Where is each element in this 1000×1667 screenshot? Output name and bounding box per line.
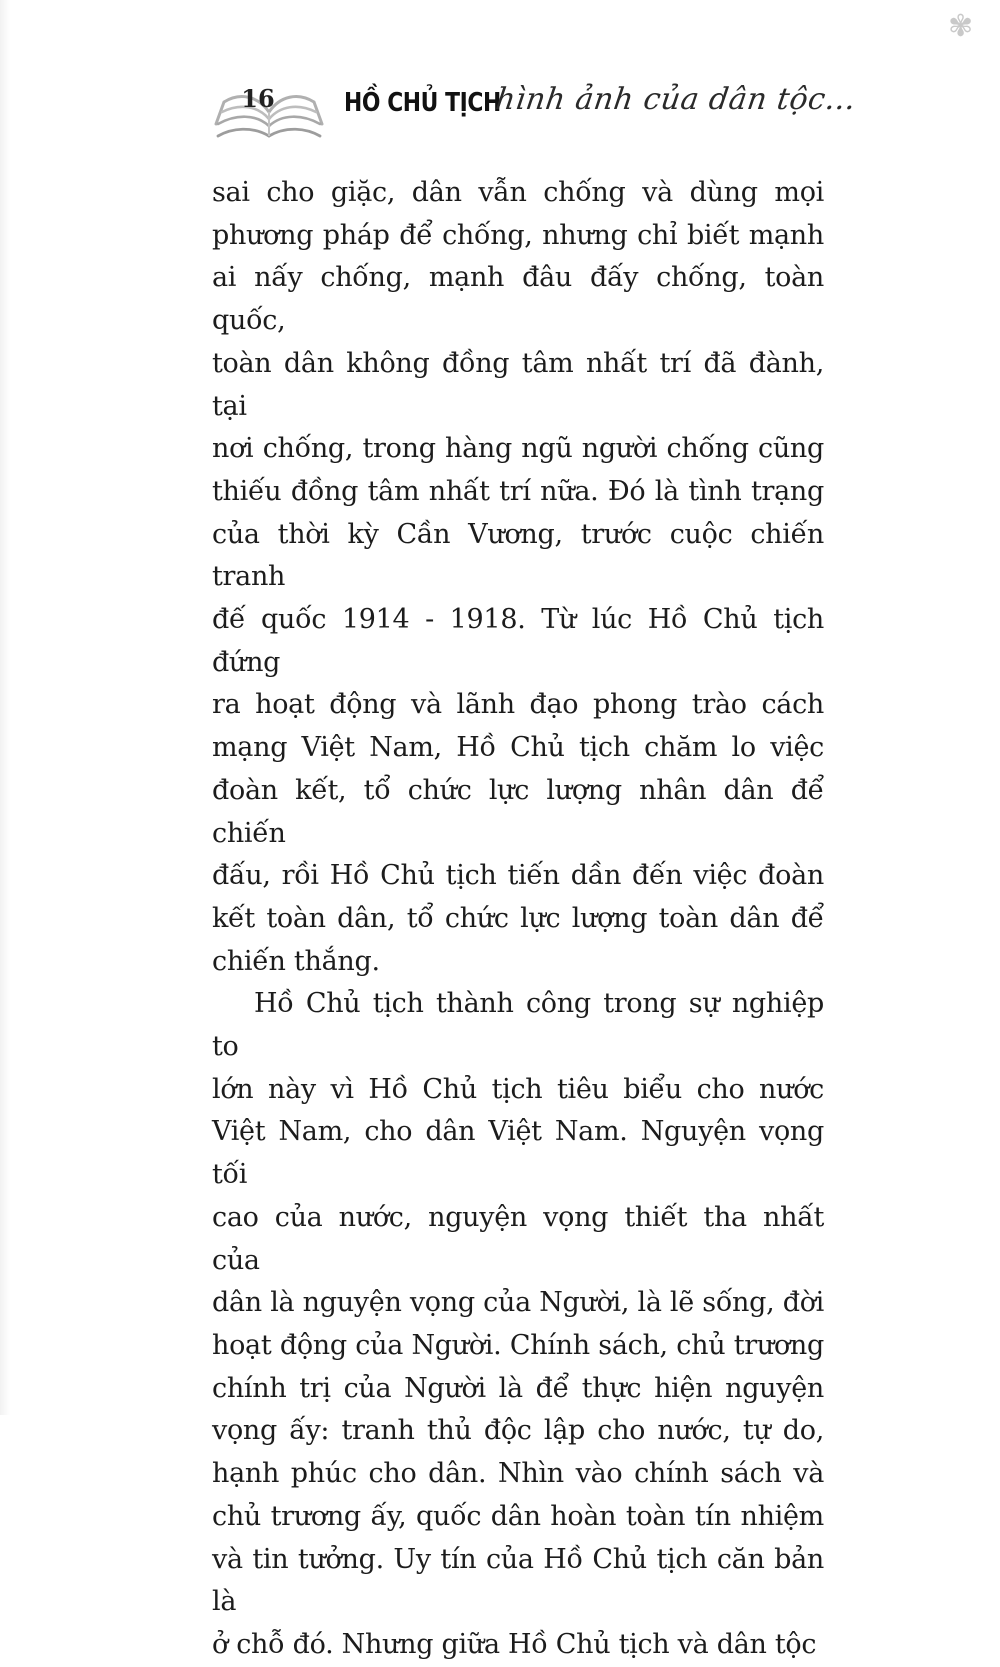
text-line: Việt Nam, cho dân Việt Nam. Nguyện vọng tối [212,1116,824,1191]
text-line: của thời kỳ Cần Vương, trước cuộc chiến tranh [212,518,824,593]
text-line: hoạt động của Người. Chính sách, chủ trương [212,1329,824,1361]
text-line: mạng Việt Nam, Hồ Chủ tịch chăm lo việc [212,732,824,764]
text-line: toàn dân không đồng tâm nhất trí đã đành, tại [212,347,824,422]
text-line: ai nấy chống, mạnh đâu đấy chống, toàn quốc, [212,262,824,337]
body-text [212,172,824,1667]
text-line: thiếu đồng tâm nhất trí nữa. Đó là tình trạng [212,475,824,507]
text-line: phương pháp để chống, nhưng chỉ biết mạnh [212,219,824,251]
header-subtitle: hình ảnh của dân tộc... [493,82,859,117]
text-line: chiến thắng. [212,945,380,977]
text-line: sai cho giặc, dân vẫn chống và dùng mọi [212,177,824,208]
flower-ornament-icon: ✾ [948,9,974,44]
open-book-icon [212,76,326,144]
text-line: đấu, rồi Hồ Chủ tịch tiến dần đến việc đoàn [212,860,824,892]
text-line: kết toàn dân, tổ chức lực lượng toàn dân để [212,902,824,934]
page-edge-shadow [0,0,10,1415]
text-line: chính trị của Người là để thực hiện nguyện [212,1372,824,1404]
text-line: vọng ấy: tranh thủ độc lập cho nước, tự do, [212,1415,824,1447]
text-line: ra hoạt động và lãnh đạo phong trào cách [212,689,824,721]
text-line: Hồ Chủ tịch thành công trong sự nghiệp to [212,988,824,1063]
page-header [0,0,1000,160]
text-line: cao của nước, nguyện vọng thiết tha nhất của [212,1201,824,1276]
text-line: đoàn kết, tổ chức lực lượng nhân dân để chiến [212,774,824,849]
text-line: dân là nguyện vọng của Người, là lẽ sống, đời [212,1287,824,1319]
text-line: chủ trương ấy, quốc dân hoàn toàn tín nhiệm [212,1500,824,1532]
text-line: nơi chống, trong hàng ngũ người chống cũng [212,433,824,465]
text-line: đế quốc 1914 - 1918. Từ lúc Hồ Chủ tịch đứng [212,604,824,678]
text-line: hạnh phúc cho dân. Nhìn vào chính sách và [212,1458,824,1490]
text-line: và tin tưởng. Uy tín của Hồ Chủ tịch căn bản là [212,1543,824,1618]
text-line: ở chỗ đó. Nhưng giữa Hồ Chủ tịch và dân tộc [212,1628,817,1660]
header-title: HỒ CHỦ TỊCH [344,88,501,118]
page-number: 16 [241,84,275,113]
text-line: lớn này vì Hồ Chủ tịch tiêu biểu cho nước [212,1073,824,1105]
